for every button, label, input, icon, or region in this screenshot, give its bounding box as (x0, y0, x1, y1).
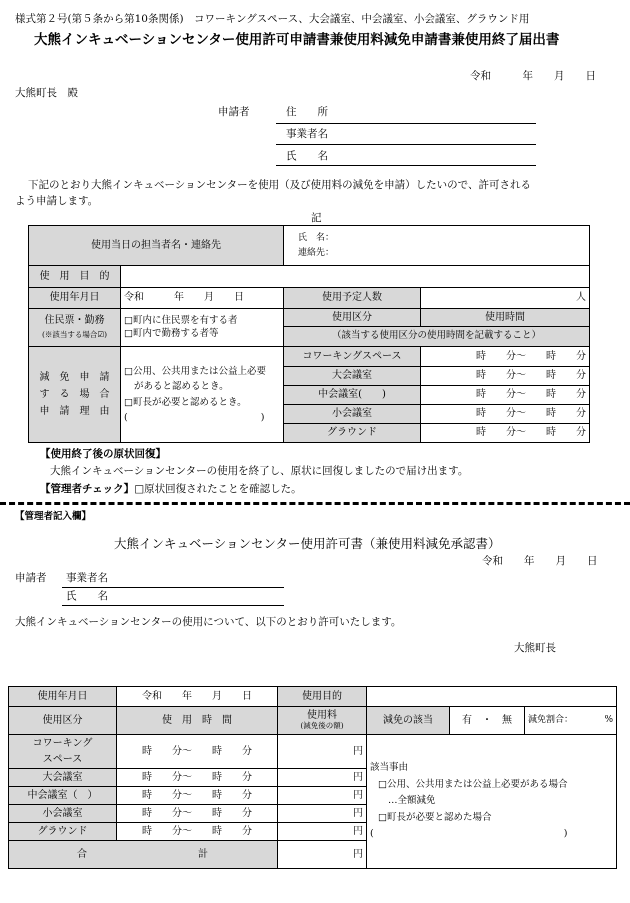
division-label: 使用区分 (284, 309, 421, 327)
business-label: 事業者名 (286, 128, 328, 140)
permit-room-medium: 中会議室（ ） (9, 787, 117, 805)
permit-room-large: 大会議室 (9, 769, 117, 787)
contact-label: 使用当日の担当者名・連絡先 (29, 226, 284, 266)
permit-time-small[interactable]: 時 分～ 時 分 (117, 805, 278, 823)
permit-fee-large[interactable]: 円 (278, 769, 367, 787)
people-input[interactable]: 人 (421, 288, 590, 309)
permit-name-field[interactable] (62, 605, 284, 606)
contact-tel: 連絡先： (298, 248, 335, 258)
form-reference: 様式第２号(第５条から第10条関係) コワーキングスペース、大会議室、中会議室、小会議室、グラウンド用 (15, 13, 530, 25)
permit-reason-checkbox-1[interactable]: □公用、公共用または公益上必要がある場合 (378, 778, 568, 790)
permit-fee-label-cell (278, 707, 367, 735)
reduction-checkbox-1-cont: があると認めるとき。 (134, 381, 229, 393)
date-label: 使用年月日 (29, 288, 121, 309)
permit-purpose-label: 使用目的 (278, 687, 367, 707)
time-label: 使用時間 (421, 309, 590, 327)
form-title: 大熊インキュベーションセンター使用許可申請書兼使用料減免申請書兼使用終了届出書 (34, 32, 560, 48)
permit-yes-no[interactable]: 有 ・ 無 (450, 707, 525, 735)
time-coworking[interactable]: 時 分～ 時 分 (421, 347, 590, 367)
end-notice-heading: 【使用終了後の原状回復】 (40, 448, 166, 460)
permit-title: 大熊インキュベーションセンター使用許可書（兼使用料減免承認書） (114, 536, 501, 551)
permit-room-small: 小会議室 (9, 805, 117, 823)
permit-time-label: 使 用 時 間 (117, 707, 278, 735)
permit-date-label: 使用年月日 (9, 687, 117, 707)
purpose-label: 使 用 目 的 (29, 266, 121, 288)
date-input[interactable]: 令和 年 月 日 (121, 288, 284, 309)
address-label: 住 所 (286, 106, 328, 118)
application-date[interactable]: 令和 年 月 日 (470, 70, 596, 82)
permit-business-label: 事業者名 (66, 572, 108, 584)
room-ground: グラウンド (284, 424, 421, 443)
permit-fee-label: 使用料 (307, 710, 337, 722)
time-large[interactable]: 時 分～ 時 分 (421, 367, 590, 386)
permit-applicant-label: 申請者 (15, 572, 47, 584)
permit-room-coworking-1: コワーキング (32, 737, 93, 749)
admin-check (40, 484, 302, 495)
permit-total-label-2: 計 (198, 848, 209, 860)
admin-check-label: 【管理者チェック】 (40, 483, 135, 495)
permit-reason-checkbox-1-cont: …全額減免 (388, 795, 436, 807)
reduction-label-1: 減 免 申 請 (39, 372, 110, 383)
time-small[interactable]: 時 分～ 時 分 (421, 405, 590, 424)
permit-fee-ground[interactable]: 円 (278, 823, 367, 841)
permit-reason-checkbox-2[interactable]: □町長が必要と認めた場合 (378, 811, 492, 823)
time-note: （該当する使用区分の使用時間を記載すること） (284, 327, 590, 347)
permit-business-field[interactable] (62, 587, 284, 588)
people-label: 使用予定人数 (284, 288, 421, 309)
reduction-label-2: す る 場 合 (39, 389, 110, 400)
residence-label-cell (29, 309, 121, 347)
address-field[interactable] (276, 123, 536, 124)
contact-name: 氏 名： (298, 232, 335, 243)
residence-checkbox-2[interactable]: □町内で勤務する者等 (124, 327, 219, 339)
permit-fee-coworking[interactable]: 円 (278, 735, 367, 769)
permit-time-ground[interactable]: 時 分～ 時 分 (117, 823, 278, 841)
room-coworking: コワーキングスペース (284, 347, 421, 367)
residence-note: (※該当する場合☑) (41, 329, 108, 339)
reduction-checkbox-2[interactable]: □町長が必要と認めるとき。 (124, 396, 247, 408)
restore-checkbox[interactable]: □原状回復されたことを確認した。 (134, 483, 302, 495)
permit-total-label-1: 合 (77, 848, 88, 860)
permit-total-label (9, 841, 278, 869)
residence-label: 住民票・勤務 (44, 315, 105, 327)
permit-rate-label: 減免割合： (528, 715, 574, 726)
permit-table (8, 686, 617, 869)
application-table (28, 225, 590, 443)
permit-reduction-label: 減免の該当 (367, 707, 450, 735)
permit-signer: 大熊町長 (514, 642, 556, 654)
room-large: 大会議室 (284, 367, 421, 386)
applicant-label: 申請者 (218, 106, 250, 118)
room-medium: 中会議室( ) (284, 386, 421, 405)
permit-time-large[interactable]: 時 分～ 時 分 (117, 769, 278, 787)
room-small: 小会議室 (284, 405, 421, 424)
permit-room-coworking (9, 735, 117, 769)
reduction-options (121, 347, 284, 443)
cut-line (0, 502, 630, 505)
contact-cell[interactable] (284, 226, 590, 266)
permit-purpose-input[interactable] (367, 687, 617, 707)
permit-date-input[interactable]: 令和 年 月 日 (117, 687, 278, 707)
permit-division-label: 使用区分 (9, 707, 117, 735)
permit-rate-unit: % (604, 715, 614, 726)
permit-room-ground: グラウンド (9, 823, 117, 841)
time-medium[interactable]: 時 分～ 時 分 (421, 386, 590, 405)
purpose-input[interactable] (121, 266, 590, 288)
permit-fee-total[interactable]: 円 (278, 841, 367, 869)
permit-time-coworking[interactable]: 時 分～ 時 分 (117, 735, 278, 769)
time-ground[interactable]: 時 分～ 時 分 (421, 424, 590, 443)
reduction-paren[interactable]: ( ) (124, 411, 265, 423)
reduction-label-cell (29, 347, 121, 443)
business-field[interactable] (276, 144, 536, 145)
intro-line-1: 下記のとおり大熊インキュベーションセンターを使用（及び使用料の減免を申請）したいので、許可される (28, 179, 531, 191)
name-label: 氏 名 (286, 150, 328, 162)
reduction-checkbox-1[interactable]: □公用、公共用または公益上必要 (124, 366, 266, 378)
permit-fee-medium[interactable]: 円 (278, 787, 367, 805)
permit-reason-label: 該当事由 (370, 761, 409, 773)
reduction-label-3: 申 請 理 由 (39, 406, 110, 417)
permit-reason-paren[interactable]: ( ) (370, 828, 568, 840)
residence-checkbox-1[interactable]: □町内に住民票を有する者 (124, 314, 238, 326)
permit-room-coworking-2: スペース (42, 753, 83, 765)
addressee: 大熊町長 殿 (15, 87, 78, 99)
permit-rate[interactable] (525, 707, 617, 735)
intro-line-2: よう申請します。 (15, 195, 99, 207)
permit-text: 大熊インキュベーションセンターの使用について、以下のとおり許可いたします。 (15, 616, 402, 628)
residence-options (121, 309, 284, 347)
admin-section-label: 【管理者記入欄】 (15, 511, 92, 522)
permit-fee-small[interactable]: 円 (278, 805, 367, 823)
name-field[interactable] (276, 165, 536, 166)
permit-fee-note: (減免後の額) (300, 720, 344, 730)
ki-label: 記 (311, 212, 322, 224)
permit-name-label: 氏 名 (66, 590, 108, 602)
permit-time-medium[interactable]: 時 分～ 時 分 (117, 787, 278, 805)
permit-reason-cell (367, 735, 617, 869)
permit-date[interactable]: 令和 年 月 日 (482, 555, 598, 567)
end-notice-text: 大熊インキュベーションセンターの使用を終了し、原状に回復しましたので届け出ます。 (50, 465, 469, 477)
